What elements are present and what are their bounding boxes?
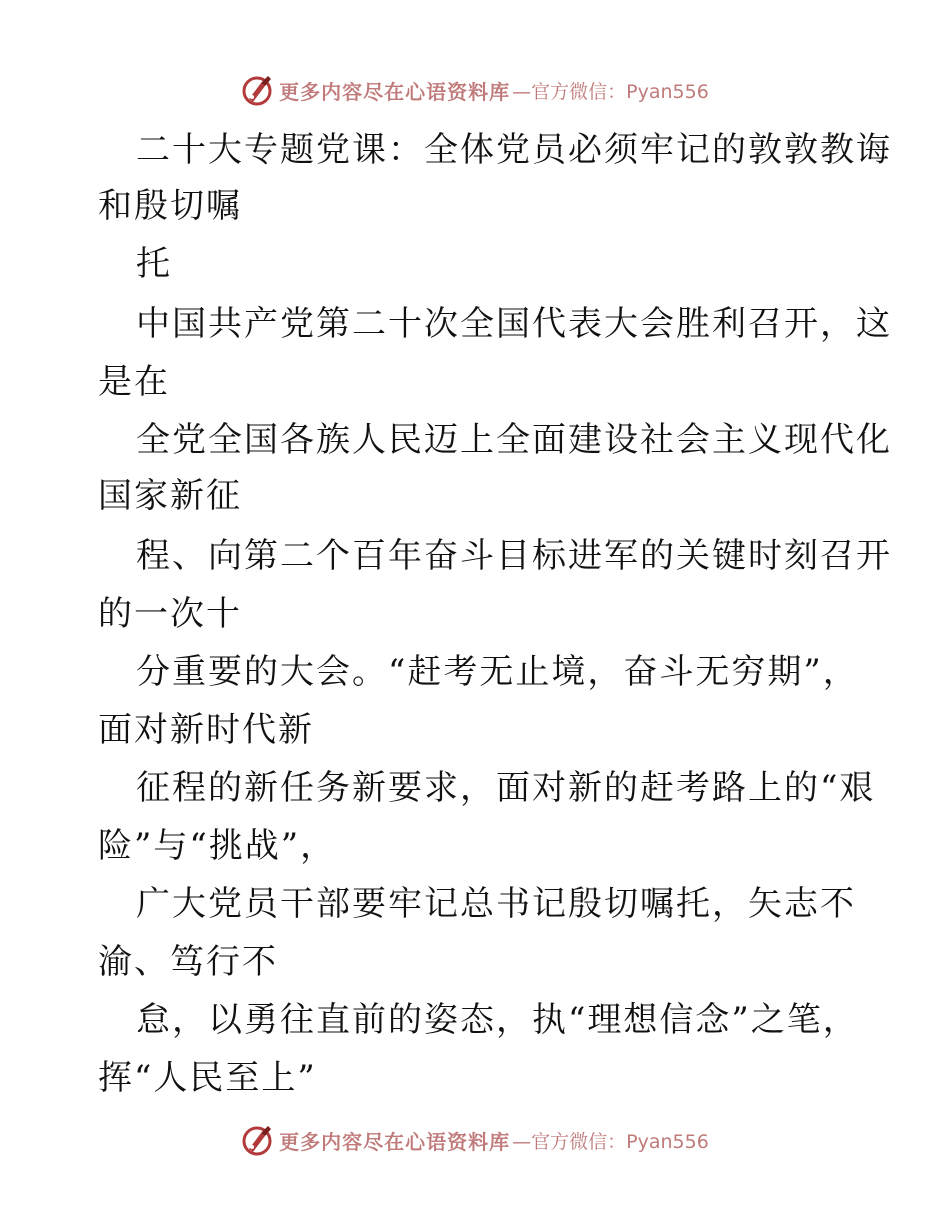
doc-line: 征程的新任务新要求，面对新的赶考路上的“艰	[136, 768, 876, 808]
footer-watermark-banner	[0, 1120, 950, 1160]
doc-line: 托	[136, 244, 172, 284]
doc-line: 和殷切嘱	[98, 186, 242, 226]
doc-line: 二十大专题党课：全体党员必须牢记的敦敦教诲	[136, 130, 892, 170]
doc-line: 广大党员干部要牢记总书记殷切嘱托，矢志不	[136, 884, 856, 924]
banner-main-text: 更多内容尽在心语资料库	[279, 1129, 511, 1154]
doc-line: 国家新征	[98, 476, 242, 516]
doc-line: 分重要的大会。“赶考无止境，奋斗无穷期”，	[136, 652, 859, 692]
doc-line: 全党全国各族人民迈上全面建设社会主义现代化	[136, 420, 892, 460]
pen-logo-icon	[241, 73, 275, 107]
banner-wechat-text: —官方微信：Pyan556	[512, 1130, 709, 1153]
doc-line: 险”与“挑战”，	[98, 826, 337, 866]
banner-main-text: 更多内容尽在心语资料库	[279, 79, 511, 104]
doc-line: 怠，以勇往直前的姿态，执“理想信念”之笔，	[136, 1000, 859, 1040]
doc-line: 面对新时代新	[98, 710, 314, 750]
pen-logo-icon	[241, 1123, 275, 1157]
doc-line: 的一次十	[98, 594, 242, 634]
doc-line: 挥“人民至上”	[98, 1058, 317, 1098]
doc-line: 是在	[98, 362, 170, 402]
doc-line: 程、向第二个百年奋斗目标进军的关键时刻召开	[136, 536, 892, 576]
header-watermark-banner	[0, 70, 950, 110]
doc-line: 渝、笃行不	[98, 942, 278, 982]
doc-line: 中国共产党第二十次全国代表大会胜利召开，这	[136, 304, 892, 344]
banner-wechat-text: —官方微信：Pyan556	[512, 80, 709, 103]
